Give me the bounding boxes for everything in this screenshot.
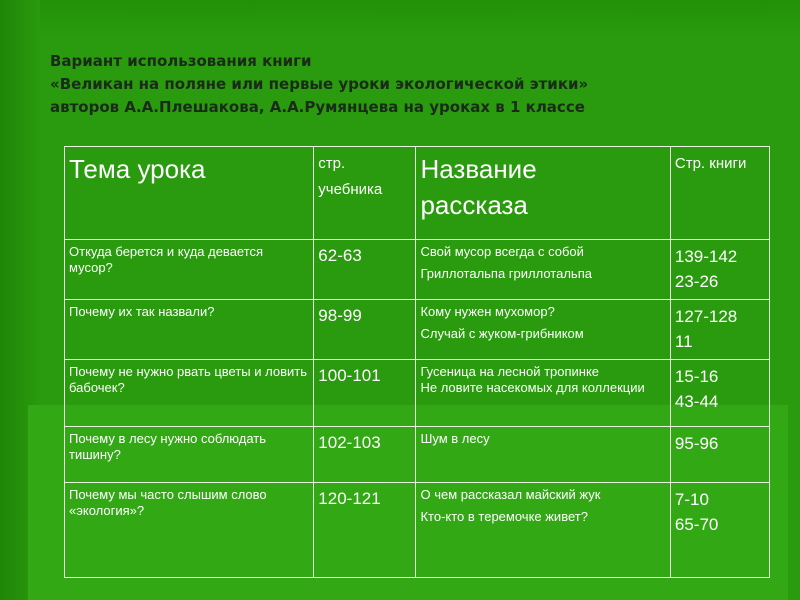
background-top-shade xyxy=(0,0,800,40)
topic-cell: Почему не нужно рвать цветы и ловить бабочек? xyxy=(65,360,314,426)
header-topic xyxy=(65,147,314,240)
page-cell: 120-121 xyxy=(314,482,416,577)
story-title: Гриллотальпа гриллотальпа xyxy=(420,266,592,282)
table-row xyxy=(65,426,770,482)
book-pages-cell xyxy=(670,360,769,426)
book-page-range: 15-16 xyxy=(674,367,719,387)
header-book-label: Стр. книги xyxy=(674,155,747,172)
table-row xyxy=(65,240,770,300)
story-title: Случай с жуком-грибником xyxy=(420,326,584,342)
story-title: Гусеница на лесной тропинке xyxy=(420,364,600,380)
topic-cell: Откуда берется и куда девается мусор? xyxy=(65,240,314,300)
book-page-range: 95-96 xyxy=(674,433,719,453)
title-line-2: «Великан на поляне или первые уроки экологической этики» xyxy=(50,75,589,93)
story-cell xyxy=(416,240,670,300)
lessons-table xyxy=(64,146,770,578)
story-title: Свой мусор всегда с собой xyxy=(420,244,584,260)
header-page xyxy=(314,147,416,240)
book-page-range: 65-70 xyxy=(674,514,719,534)
book-pages-cell xyxy=(670,300,769,360)
story-title: О чем рассказал майский жук xyxy=(420,486,601,502)
story-title: Кому нужен мухомор? xyxy=(420,304,555,320)
story-title: Кто-кто в теремочке живет? xyxy=(420,508,588,524)
book-page-range: 11 xyxy=(674,332,693,352)
story-cell xyxy=(416,482,670,577)
topic-cell: Почему их так назвали? xyxy=(65,300,314,360)
story-title: Шум в лесу xyxy=(420,430,490,446)
header-story-label-1: Название xyxy=(420,154,537,184)
table-row xyxy=(65,482,770,577)
book-pages-cell xyxy=(670,482,769,577)
story-cell xyxy=(416,300,670,360)
book-page-range: 7-10 xyxy=(674,489,709,509)
header-page-label-2: учебника xyxy=(318,181,383,198)
book-page-range: 127-128 xyxy=(674,307,738,327)
slide-title xyxy=(50,50,770,119)
page-cell: 100-101 xyxy=(314,360,416,426)
header-topic-label: Тема урока xyxy=(69,154,206,184)
book-page-range: 139-142 xyxy=(674,247,738,267)
page-cell: 102-103 xyxy=(314,426,416,482)
table-row xyxy=(65,300,770,360)
story-cell xyxy=(416,426,670,482)
header-page-label-1: стр. xyxy=(318,155,346,172)
title-line-1: Вариант использования книги xyxy=(50,52,312,70)
page-cell: 62-63 xyxy=(314,240,416,300)
topic-cell: Почему в лесу нужно соблюдать тишину? xyxy=(65,426,314,482)
story-cell xyxy=(416,360,670,426)
book-page-range: 23-26 xyxy=(674,272,719,292)
topic-cell: Почему мы часто слышим слово «экология»? xyxy=(65,482,314,577)
book-pages-cell xyxy=(670,240,769,300)
table-row xyxy=(65,360,770,426)
page-cell: 98-99 xyxy=(314,300,416,360)
title-line-3: авторов А.А.Плешакова, А.А.Румянцева на уроках в 1 классе xyxy=(50,98,585,116)
header-story-label-2: рассказа xyxy=(420,190,528,220)
book-pages-cell xyxy=(670,426,769,482)
book-page-range: 43-44 xyxy=(674,392,719,412)
header-story xyxy=(416,147,670,240)
header-book xyxy=(670,147,769,240)
table-header-row xyxy=(65,147,770,240)
story-title: Не ловите насекомых для коллекции xyxy=(420,380,645,396)
